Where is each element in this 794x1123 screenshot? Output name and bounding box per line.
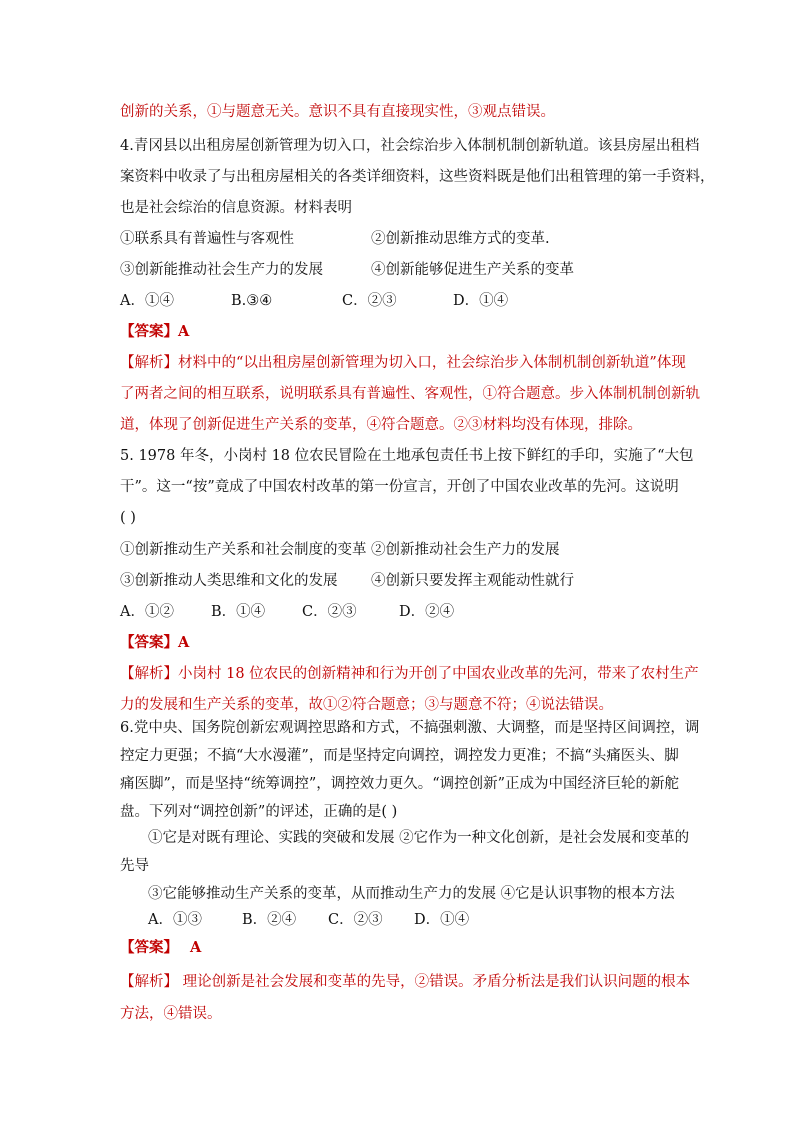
q5-stem-line-1: 5. 1978 年冬，小岗村 18 位农民冒险在土地承包责任书上按下鲜红的手印，实施了“大包: [120, 448, 694, 464]
q5-option-a: A．①②: [120, 604, 174, 620]
q6-items-line-2: 先导: [120, 858, 149, 874]
q5-option-c: C．②③: [302, 604, 357, 620]
q5-answer-value: A: [178, 634, 190, 651]
q4-item-4: ④创新能够促进生产关系的变革: [371, 262, 574, 278]
q4-item-3: ③创新能推动社会生产力的发展: [120, 262, 323, 278]
q5-answer-label: 【答案】: [120, 634, 178, 651]
q5-answer: [120, 633, 189, 653]
q4-option-d: D．①④: [453, 293, 509, 309]
q5-option-b: B．①④: [211, 604, 266, 620]
q6-option-c: C．②③: [328, 912, 383, 928]
q5-item-4: ④创新只要发挥主观能动性就行: [371, 573, 574, 589]
q4-analysis-line-3: 道，体现了创新促进生产关系的变革，④符合题意。②③材料均没有体现，排除。: [120, 417, 642, 433]
q4-item-1: ①联系具有普遍性与客观性: [120, 231, 294, 247]
q5-stem-line-2: 干”。这一“按”竟成了中国农村改革的第一份宣言，开创了中国农业改革的先河。这说明: [120, 479, 679, 495]
q4-answer-label: 【答案】: [120, 323, 178, 340]
q4-answer: [120, 322, 189, 342]
q6-items-line-3: ③它能够推动生产关系的变革，从而推动生产力的发展 ④它是认识事物的根本方法: [148, 886, 675, 902]
q6-answer: [120, 938, 201, 958]
q5-stem-line-3: ( ): [120, 510, 136, 526]
q4-analysis-line-1: 【解析】材料中的“以出租房屋创新管理为切入口，社会综治步入体制机制创新轨道”体现: [120, 355, 686, 371]
q4-analysis-line-2: 了两者之间的相互联系，说明联系具有普遍性、客观性，①符合题意。步入体制机制创新轨: [120, 386, 700, 402]
q6-option-b: B．②④: [242, 912, 297, 928]
q6-items-line-1: ①它是对既有理论、实践的突破和发展 ②它作为一种文化创新，是社会发展和变革的: [148, 830, 690, 846]
q5-analysis-line-2: 力的发展和生产关系的变革，故①②符合题意；③与题意不符；④说法错误。: [120, 697, 613, 713]
q4-answer-value: A: [178, 323, 190, 340]
q5-analysis-line-1: 【解析】小岗村 18 位农民的创新精神和行为开创了中国农业改革的先河，带来了农村生产: [120, 666, 699, 682]
q5-item-2: ②创新推动社会生产力的发展: [371, 542, 560, 558]
q4-option-c: C．②③: [342, 293, 397, 309]
q4-option-a: A．①④: [120, 293, 174, 309]
q6-option-d: D．①④: [414, 912, 470, 928]
q4-stem-line-3: 也是社会综治的信息资源。材料表明: [120, 200, 352, 216]
q6-stem-line-1: 6.党中央、国务院创新宏观调控思路和方式，不搞强刺激、大调整，而是坚持区间调控，调: [120, 720, 700, 736]
q5-item-1: ①创新推动生产关系和社会制度的变革: [120, 542, 367, 558]
q6-option-a: A．①③: [148, 912, 202, 928]
q6-analysis-line-1: 【解析】 理论创新是社会发展和变革的先导，②错误。矛盾分析法是我们认识问题的根本: [120, 974, 691, 990]
q6-answer-label: 【答案】: [120, 939, 178, 956]
q5-item-3: ③创新推动人类思维和文化的发展: [120, 573, 338, 589]
q6-answer-value: A: [190, 939, 202, 956]
q4-option-b: B.③④: [231, 293, 273, 309]
q6-stem-line-2: 控定力更强；不搞“大水漫灌”，而是坚持定向调控，调控发力更准；不搞“头痛医头、脚: [120, 748, 679, 764]
q5-option-d: D．②④: [399, 604, 455, 620]
q4-item-2: ②创新推动思维方式的变革.: [371, 231, 550, 247]
q4-stem-line-2: 案资料中收录了与出租房屋相关的各类详细资料，这些资料既是他们出租管理的第一手资料，: [120, 169, 715, 185]
previous-analysis-tail: 创新的关系，①与题意无关。意识不具有直接现实性，③观点错误。: [120, 104, 555, 120]
q6-stem-line-3: 痛医脚”，而是坚持“统筹调控”，调控效力更久。“调控创新”正成为中国经济巨轮的新舵: [120, 776, 680, 792]
q4-stem-line-1: 4.青冈县以出租房屋创新管理为切入口，社会综治步入体制机制创新轨道。该县房屋出租档: [120, 138, 700, 154]
q6-stem-line-4: 盘。下列对“调控创新”的评述，正确的是( ): [120, 804, 398, 820]
q6-analysis-line-2: 方法，④错误。: [120, 1006, 222, 1022]
